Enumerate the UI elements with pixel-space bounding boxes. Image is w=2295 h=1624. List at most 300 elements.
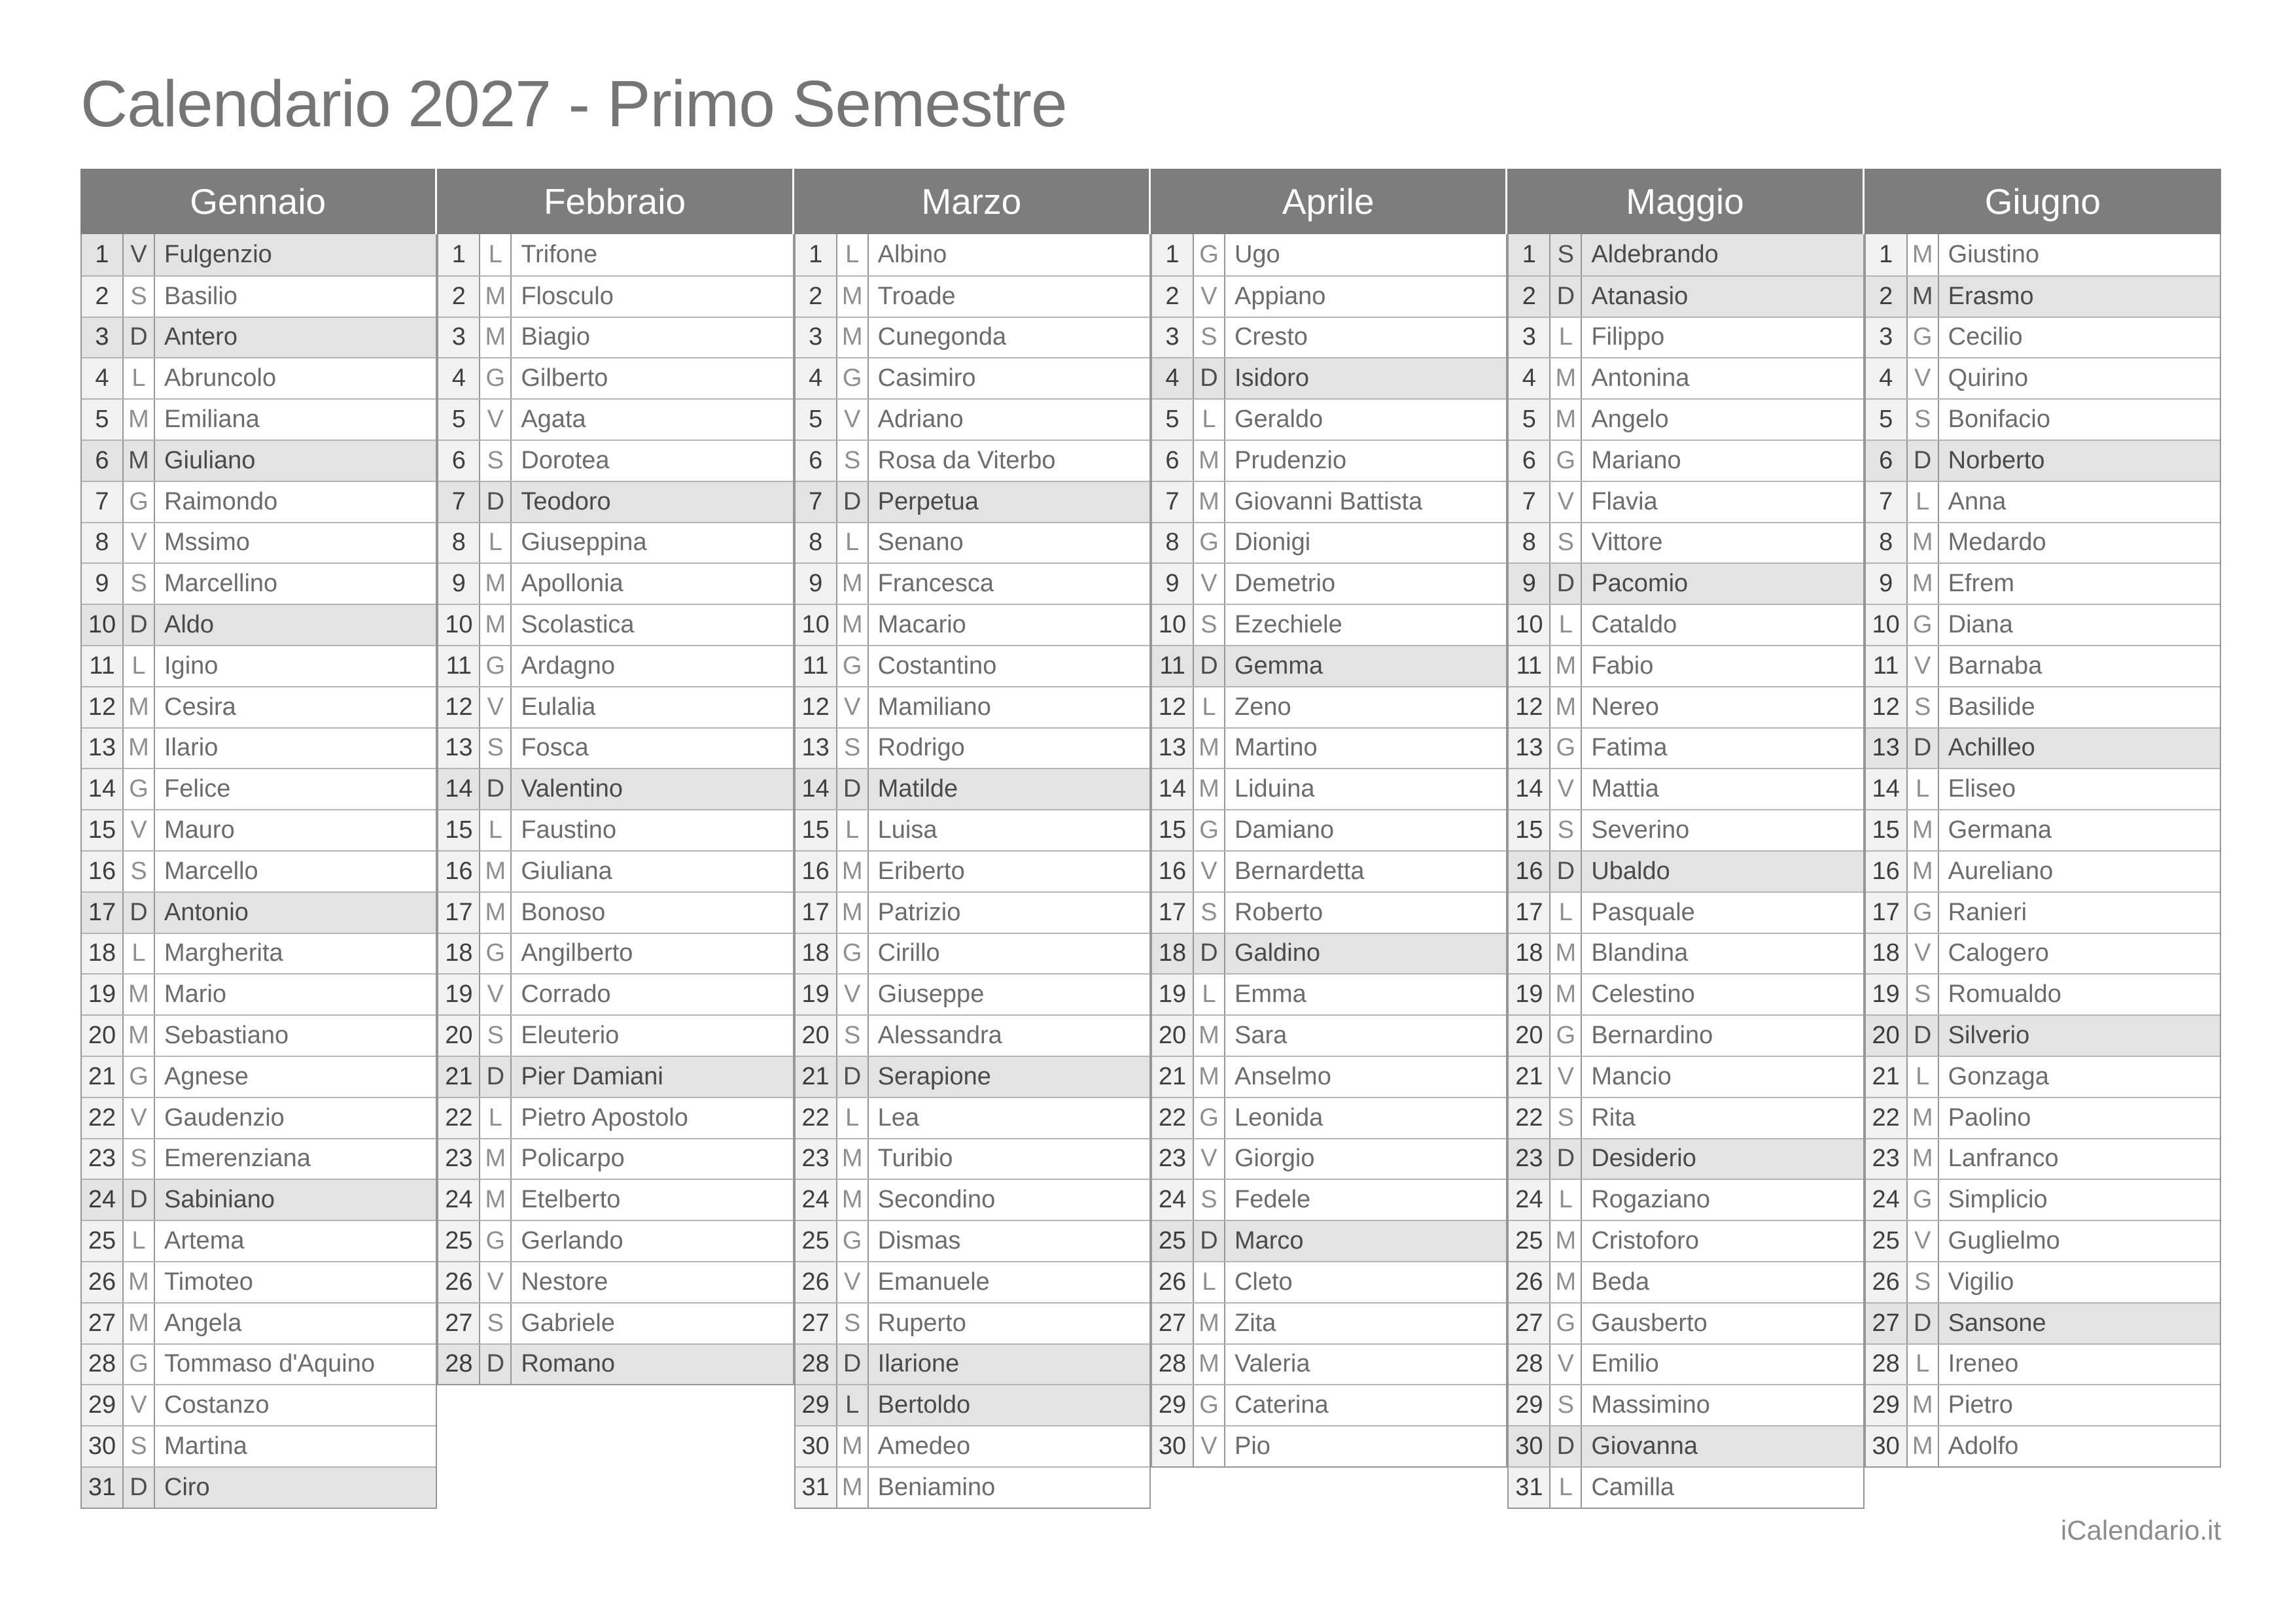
saint-name-cell: Corrado: [512, 975, 792, 1014]
day-row: [1866, 1261, 2220, 1302]
day-letter-cell: G: [1194, 1098, 1225, 1138]
day-letter-cell: G: [1550, 1016, 1582, 1056]
day-letter-cell: L: [480, 1098, 512, 1138]
day-number-cell: 23: [438, 1139, 480, 1179]
day-letter-cell: G: [124, 769, 155, 809]
day-letter-cell: G: [124, 1345, 155, 1385]
day-number-cell: 22: [1152, 1098, 1194, 1138]
day-letter-cell: D: [837, 769, 869, 809]
day-letter-cell: M: [1908, 1426, 1939, 1466]
day-letter-cell: G: [1194, 523, 1225, 563]
saint-name-cell: Cristoforo: [1582, 1221, 1863, 1261]
saint-name-cell: Pacomio: [1582, 564, 1863, 604]
saint-name-cell: Appiano: [1225, 277, 1506, 317]
saint-name-cell: Demetrio: [1225, 564, 1506, 604]
day-letter-cell: M: [124, 441, 155, 481]
day-row: [1152, 357, 1506, 398]
saint-name-cell: Eliseo: [1939, 769, 2220, 809]
day-letter-cell: S: [480, 1304, 512, 1343]
day-letter-cell: M: [1194, 1057, 1225, 1097]
day-number-cell: 5: [796, 400, 837, 440]
day-number-cell: 26: [796, 1262, 837, 1302]
saint-name-cell: Matilde: [869, 769, 1149, 809]
saint-name-cell: Sara: [1225, 1016, 1506, 1056]
day-row: [1152, 973, 1506, 1014]
day-row: [82, 768, 436, 809]
saint-name-cell: Norberto: [1939, 441, 2220, 481]
day-number-cell: 8: [1866, 523, 1908, 563]
day-row: [796, 1425, 1149, 1466]
day-letter-cell: L: [1550, 318, 1582, 358]
day-number-cell: 15: [1866, 810, 1908, 850]
saint-name-cell: Ugo: [1225, 234, 1506, 275]
saint-name-cell: Giovanna: [1582, 1426, 1863, 1466]
saint-name-cell: Tommaso d'Aquino: [155, 1345, 436, 1385]
day-letter-cell: M: [480, 893, 512, 933]
day-number-cell: 4: [438, 358, 480, 398]
day-number-cell: 11: [438, 646, 480, 686]
day-letter-cell: D: [124, 893, 155, 933]
day-letter-cell: M: [1908, 852, 1939, 891]
saint-name-cell: Senano: [869, 523, 1149, 563]
day-number-cell: 26: [1866, 1262, 1908, 1302]
day-letter-cell: S: [124, 277, 155, 317]
saint-name-cell: Massimino: [1582, 1385, 1863, 1425]
day-number-cell: 21: [438, 1057, 480, 1097]
day-row: [796, 357, 1149, 398]
day-letter-cell: S: [837, 1016, 869, 1056]
day-letter-cell: L: [124, 358, 155, 398]
saint-name-cell: Ireneo: [1939, 1345, 2220, 1385]
saint-name-cell: Fulgenzio: [155, 234, 436, 275]
month-header: Maggio: [1507, 169, 1864, 234]
day-row: [1866, 1097, 2220, 1138]
saint-name-cell: Mauro: [155, 810, 436, 850]
day-letter-cell: V: [1908, 358, 1939, 398]
day-row: [1509, 1220, 1863, 1261]
day-letter-cell: V: [1194, 564, 1225, 604]
day-number-cell: 1: [1866, 234, 1908, 275]
day-number-cell: 26: [1152, 1262, 1194, 1302]
day-letter-cell: D: [837, 1345, 869, 1385]
day-number-cell: 24: [438, 1180, 480, 1220]
day-letter-cell: D: [1908, 1304, 1939, 1343]
day-row: [1866, 522, 2220, 563]
day-letter-cell: G: [1908, 893, 1939, 933]
day-row: [1152, 317, 1506, 358]
saint-name-cell: Mamiliano: [869, 687, 1149, 727]
day-letter-cell: M: [1550, 1221, 1582, 1261]
day-row: [1509, 562, 1863, 604]
day-letter-cell: M: [1194, 769, 1225, 809]
month-body: [1507, 234, 1864, 1509]
saint-name-cell: Perpetua: [869, 482, 1149, 522]
day-row: [1866, 275, 2220, 317]
day-letter-cell: M: [1908, 1139, 1939, 1179]
saint-name-cell: Costantino: [869, 646, 1149, 686]
day-row: [1152, 604, 1506, 645]
day-number-cell: 26: [82, 1262, 124, 1302]
day-row: [1509, 357, 1863, 398]
day-row: [1509, 1014, 1863, 1056]
day-row: [438, 1097, 792, 1138]
saint-name-cell: Antonina: [1582, 358, 1863, 398]
day-row: [82, 1261, 436, 1302]
day-row: [796, 1097, 1149, 1138]
day-row: [82, 604, 436, 645]
saint-name-cell: Desiderio: [1582, 1139, 1863, 1179]
day-letter-cell: M: [1908, 564, 1939, 604]
day-number-cell: 24: [1509, 1180, 1550, 1220]
day-letter-cell: D: [480, 769, 512, 809]
day-number-cell: 18: [438, 934, 480, 974]
day-row: [1509, 481, 1863, 522]
saint-name-cell: Adriano: [869, 400, 1149, 440]
day-letter-cell: S: [124, 1139, 155, 1179]
day-row: [796, 1466, 1149, 1508]
day-row: [1152, 768, 1506, 809]
saint-name-cell: Vittore: [1582, 523, 1863, 563]
day-row: [1509, 1097, 1863, 1138]
month-column-febbraio: [437, 169, 794, 1509]
day-number-cell: 6: [1509, 441, 1550, 481]
saint-name-cell: Bernardino: [1582, 1016, 1863, 1056]
day-number-cell: 19: [82, 975, 124, 1014]
day-number-cell: 25: [1152, 1221, 1194, 1261]
day-letter-cell: S: [1550, 523, 1582, 563]
day-letter-cell: M: [1194, 1016, 1225, 1056]
saint-name-cell: Angela: [155, 1304, 436, 1343]
day-letter-cell: M: [124, 1262, 155, 1302]
day-row: [1866, 1302, 2220, 1343]
day-letter-cell: G: [1194, 810, 1225, 850]
day-letter-cell: G: [124, 1057, 155, 1097]
day-letter-cell: V: [480, 975, 512, 1014]
day-letter-cell: L: [1550, 605, 1582, 645]
day-row: [82, 1097, 436, 1138]
day-number-cell: 17: [796, 893, 837, 933]
day-letter-cell: G: [124, 482, 155, 522]
day-number-cell: 18: [1866, 934, 1908, 974]
saint-name-cell: Cunegonda: [869, 318, 1149, 358]
day-number-cell: 25: [82, 1221, 124, 1261]
day-number-cell: 15: [796, 810, 837, 850]
saint-name-cell: Beda: [1582, 1262, 1863, 1302]
day-letter-cell: M: [1550, 358, 1582, 398]
day-row: [438, 1261, 792, 1302]
day-row: [438, 604, 792, 645]
footer-brand: iCalendario.it: [2060, 1515, 2221, 1546]
day-letter-cell: D: [1194, 934, 1225, 974]
day-number-cell: 10: [82, 605, 124, 645]
day-row: [1866, 562, 2220, 604]
day-letter-cell: D: [1194, 1221, 1225, 1261]
saint-name-cell: Macario: [869, 605, 1149, 645]
saint-name-cell: Amedeo: [869, 1426, 1149, 1466]
saint-name-cell: Apollonia: [512, 564, 792, 604]
saint-name-cell: Basilio: [155, 277, 436, 317]
saint-name-cell: Alessandra: [869, 1016, 1149, 1056]
day-letter-cell: M: [1194, 729, 1225, 769]
saint-name-cell: Medardo: [1939, 523, 2220, 563]
day-number-cell: 28: [438, 1345, 480, 1385]
day-row: [1509, 1302, 1863, 1343]
day-number-cell: 21: [1509, 1057, 1550, 1097]
day-letter-cell: M: [837, 277, 869, 317]
day-letter-cell: S: [1194, 318, 1225, 358]
saint-name-cell: Costanzo: [155, 1385, 436, 1425]
day-number-cell: 7: [796, 482, 837, 522]
saint-name-cell: Cataldo: [1582, 605, 1863, 645]
day-row: [1866, 727, 2220, 769]
day-number-cell: 24: [796, 1180, 837, 1220]
saint-name-cell: Martina: [155, 1426, 436, 1466]
saint-name-cell: Nestore: [512, 1262, 792, 1302]
day-row: [82, 1179, 436, 1220]
day-number-cell: 8: [438, 523, 480, 563]
day-number-cell: 7: [1509, 482, 1550, 522]
saint-name-cell: Eulalia: [512, 687, 792, 727]
saint-name-cell: Ciro: [155, 1468, 436, 1508]
saint-name-cell: Dionigi: [1225, 523, 1506, 563]
day-letter-cell: D: [124, 1180, 155, 1220]
day-letter-cell: S: [1194, 893, 1225, 933]
day-letter-cell: M: [837, 893, 869, 933]
saint-name-cell: Angelo: [1582, 400, 1863, 440]
day-row: [1509, 850, 1863, 891]
day-letter-cell: M: [124, 1016, 155, 1056]
day-letter-cell: S: [124, 852, 155, 891]
day-row: [1509, 1343, 1863, 1385]
day-number-cell: 30: [1509, 1426, 1550, 1466]
day-number-cell: 6: [438, 441, 480, 481]
day-number-cell: 9: [438, 564, 480, 604]
day-number-cell: 3: [82, 318, 124, 358]
day-number-cell: 23: [1509, 1139, 1550, 1179]
day-number-cell: 19: [438, 975, 480, 1014]
saint-name-cell: Etelberto: [512, 1180, 792, 1220]
saint-name-cell: Cleto: [1225, 1262, 1506, 1302]
day-letter-cell: G: [480, 646, 512, 686]
saint-name-cell: Luisa: [869, 810, 1149, 850]
saint-name-cell: Camilla: [1582, 1468, 1863, 1508]
day-row: [438, 645, 792, 686]
saint-name-cell: Beniamino: [869, 1468, 1149, 1508]
day-row: [1509, 645, 1863, 686]
day-letter-cell: D: [1194, 358, 1225, 398]
day-letter-cell: M: [480, 564, 512, 604]
day-letter-cell: D: [1550, 564, 1582, 604]
day-letter-cell: V: [1550, 482, 1582, 522]
saint-name-cell: Fedele: [1225, 1180, 1506, 1220]
saint-name-cell: Ilarione: [869, 1345, 1149, 1385]
saint-name-cell: Mancio: [1582, 1057, 1863, 1097]
saint-name-cell: Emanuele: [869, 1262, 1149, 1302]
day-number-cell: 13: [82, 729, 124, 769]
saint-name-cell: Gaudenzio: [155, 1098, 436, 1138]
day-letter-cell: M: [1550, 975, 1582, 1014]
day-letter-cell: M: [1908, 810, 1939, 850]
day-number-cell: 9: [1866, 564, 1908, 604]
day-row: [1509, 809, 1863, 850]
day-number-cell: 18: [1152, 934, 1194, 974]
day-letter-cell: M: [837, 1468, 869, 1508]
day-letter-cell: M: [480, 1180, 512, 1220]
saint-name-cell: Cresto: [1225, 318, 1506, 358]
saint-name-cell: Valentino: [512, 769, 792, 809]
saint-name-cell: Mario: [155, 975, 436, 1014]
day-number-cell: 10: [796, 605, 837, 645]
day-number-cell: 4: [82, 358, 124, 398]
day-letter-cell: D: [124, 605, 155, 645]
month-header: Gennaio: [80, 169, 437, 234]
day-row: [438, 1302, 792, 1343]
day-row: [1152, 1302, 1506, 1343]
day-row: [1509, 891, 1863, 933]
month-header: Aprile: [1151, 169, 1507, 234]
day-number-cell: 28: [82, 1345, 124, 1385]
day-number-cell: 10: [1509, 605, 1550, 645]
day-number-cell: 12: [796, 687, 837, 727]
day-letter-cell: S: [480, 729, 512, 769]
day-letter-cell: L: [1908, 482, 1939, 522]
day-row: [1866, 604, 2220, 645]
saint-name-cell: Mattia: [1582, 769, 1863, 809]
day-row: [82, 398, 436, 440]
month-body: [437, 234, 794, 1385]
day-row: [796, 1343, 1149, 1385]
day-number-cell: 30: [82, 1426, 124, 1466]
saint-name-cell: Antonio: [155, 893, 436, 933]
day-number-cell: 28: [1509, 1345, 1550, 1385]
day-row: [1866, 398, 2220, 440]
day-letter-cell: M: [480, 277, 512, 317]
day-row: [796, 727, 1149, 769]
day-letter-cell: M: [1550, 934, 1582, 974]
day-number-cell: 27: [438, 1304, 480, 1343]
month-header: Febbraio: [437, 169, 794, 234]
day-letter-cell: G: [1908, 1180, 1939, 1220]
saint-name-cell: Timoteo: [155, 1262, 436, 1302]
day-row: [1152, 727, 1506, 769]
day-number-cell: 23: [1866, 1139, 1908, 1179]
day-row: [796, 1261, 1149, 1302]
day-row: [82, 809, 436, 850]
day-number-cell: 1: [82, 234, 124, 275]
day-number-cell: 14: [82, 769, 124, 809]
saint-name-cell: Giorgio: [1225, 1139, 1506, 1179]
day-letter-cell: L: [1194, 687, 1225, 727]
day-number-cell: 25: [438, 1221, 480, 1261]
day-number-cell: 14: [1866, 769, 1908, 809]
day-row: [438, 727, 792, 769]
saint-name-cell: Rita: [1582, 1098, 1863, 1138]
month-column-giugno: [1865, 169, 2221, 1509]
day-letter-cell: G: [1550, 729, 1582, 769]
day-row: [796, 481, 1149, 522]
day-number-cell: 29: [1866, 1385, 1908, 1425]
day-number-cell: 7: [82, 482, 124, 522]
day-row: [1866, 686, 2220, 727]
day-row: [82, 891, 436, 933]
day-number-cell: 10: [438, 605, 480, 645]
day-row: [1509, 686, 1863, 727]
saint-name-cell: Rogaziano: [1582, 1180, 1863, 1220]
day-number-cell: 22: [82, 1098, 124, 1138]
day-letter-cell: D: [124, 1468, 155, 1508]
day-letter-cell: L: [1908, 1057, 1939, 1097]
day-letter-cell: L: [1908, 1345, 1939, 1385]
day-letter-cell: G: [837, 358, 869, 398]
saint-name-cell: Nereo: [1582, 687, 1863, 727]
day-row: [796, 768, 1149, 809]
day-number-cell: 12: [438, 687, 480, 727]
day-row: [1866, 1220, 2220, 1261]
saint-name-cell: Pasquale: [1582, 893, 1863, 933]
day-letter-cell: L: [480, 523, 512, 563]
day-number-cell: 16: [1509, 852, 1550, 891]
day-number-cell: 15: [1509, 810, 1550, 850]
day-row: [82, 1302, 436, 1343]
day-number-cell: 31: [1509, 1468, 1550, 1508]
day-number-cell: 5: [1866, 400, 1908, 440]
day-row: [1866, 481, 2220, 522]
day-row: [82, 727, 436, 769]
day-row: [796, 440, 1149, 481]
day-letter-cell: L: [1194, 1262, 1225, 1302]
day-row: [1509, 1138, 1863, 1179]
saint-name-cell: Angilberto: [512, 934, 792, 974]
saint-name-cell: Quirino: [1939, 358, 2220, 398]
day-row: [438, 1220, 792, 1261]
day-number-cell: 6: [1152, 441, 1194, 481]
saint-name-cell: Erasmo: [1939, 277, 2220, 317]
day-row: [796, 1302, 1149, 1343]
day-row: [1152, 1138, 1506, 1179]
day-letter-cell: V: [1194, 1426, 1225, 1466]
day-number-cell: 21: [1152, 1057, 1194, 1097]
day-letter-cell: M: [1908, 1098, 1939, 1138]
day-letter-cell: M: [1194, 1345, 1225, 1385]
saint-name-cell: Bonifacio: [1939, 400, 2220, 440]
saint-name-cell: Patrizio: [869, 893, 1149, 933]
day-row: [82, 1343, 436, 1385]
day-row: [796, 686, 1149, 727]
day-row: [796, 522, 1149, 563]
day-number-cell: 19: [796, 975, 837, 1014]
day-row: [438, 686, 792, 727]
saint-name-cell: Achilleo: [1939, 729, 2220, 769]
saint-name-cell: Diana: [1939, 605, 2220, 645]
day-letter-cell: V: [1194, 1139, 1225, 1179]
day-row: [82, 1056, 436, 1097]
day-letter-cell: L: [837, 810, 869, 850]
day-number-cell: 1: [796, 234, 837, 275]
saint-name-cell: Trifone: [512, 234, 792, 275]
day-letter-cell: V: [837, 1262, 869, 1302]
saint-name-cell: Giuseppe: [869, 975, 1149, 1014]
day-letter-cell: L: [1908, 769, 1939, 809]
day-number-cell: 25: [796, 1221, 837, 1261]
month-body: [80, 234, 437, 1509]
day-letter-cell: S: [1194, 605, 1225, 645]
day-row: [796, 317, 1149, 358]
day-row: [796, 1179, 1149, 1220]
day-row: [796, 234, 1149, 275]
day-letter-cell: L: [124, 934, 155, 974]
calendar-grid: [80, 169, 2221, 1509]
saint-name-cell: Zeno: [1225, 687, 1506, 727]
